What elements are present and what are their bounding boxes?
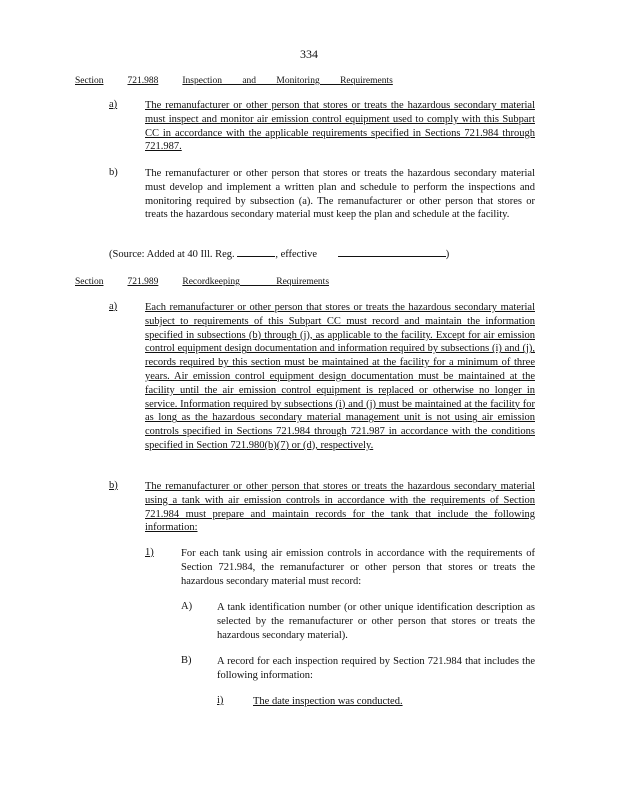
- item-text-a: Each remanufacturer or other person that stores or treats the hazardous secondary material subject to requirements of this Subpart CC must record and maintain the information specified in subsections (b) through (j), as applicable to the facility. Except for air emission control equipment design documentation and information required by subsections (i) and (j), records required by this section must be maintained at the facility for a minimum of three years. Air emission control equipment design documentation must be maintained at the facility until the air emission control equipment is replaced or otherwise no longer in service. Information required by subsections (i) and (j) must be maintained at the facility for as long as the hazardous secondary material management unit is not using air emission controls specified in Sections 721.984 through 721.987 in accordance with the conditions specified in Section 721.980(b)(7) or (d), respectively.: [145, 302, 535, 451]
- section-label: Section: [75, 76, 104, 86]
- section-title: Recordkeeping Requirements: [182, 277, 330, 287]
- page-number: 334: [300, 47, 318, 61]
- subitem-text-i: The date inspection was conducted.: [253, 696, 403, 707]
- item-text-b: The remanufacturer or other person that stores or treats the hazardous secondary material must develop and implement a written plan and schedule to perform the inspections and monitoring required by subsection (a). The remanufacturer or other person that stores or treats the hazardous secondary material must keep the plan and schedule at the facility.: [145, 168, 535, 221]
- subitem-label-1: 1): [145, 547, 154, 558]
- section-number: 721.989: [127, 277, 159, 287]
- item-text-a: The remanufacturer or other person that stores or treats the hazardous secondary material must inspect and monitor air emission control equipment used to comply with this Subpart CC in accordance with the applicable requirements specified in Sections 721.984 through 721.987.: [145, 100, 535, 153]
- item-label-a: a): [109, 301, 118, 312]
- item-label-b: b): [109, 167, 118, 178]
- subitem-label-i: i): [217, 695, 224, 706]
- source-note: [109, 249, 449, 260]
- source-prefix: (Source: Added at 40 Ill. Reg.: [109, 249, 235, 260]
- subitem-text-1: For each tank using air emission controls in accordance with the requirements of Section 721.984, the remanufacturer or other person that stores or treats the hazardous secondary material must record:: [181, 548, 535, 587]
- source-suffix: ): [445, 249, 450, 260]
- item-label-a: a): [109, 99, 118, 110]
- section-number: 721.988: [127, 76, 159, 86]
- subitem-text-A: A tank identification number (or other unique identification description as selected by the remanufacturer or other person that stores or treats the hazardous secondary material).: [217, 602, 535, 641]
- subitem-label-A: A): [181, 601, 193, 612]
- section-title: Inspection and Monitoring Requirements: [182, 76, 393, 86]
- section-heading-721-989: [75, 277, 333, 287]
- section-heading-721-988: [75, 76, 419, 86]
- source-effective: , effective: [275, 249, 318, 260]
- subitem-text-B: A record for each inspection required by Section 721.984 that includes the following information:: [217, 656, 535, 681]
- item-label-b: b): [109, 480, 118, 491]
- subitem-label-B: B): [181, 655, 192, 666]
- section-label: Section: [75, 277, 104, 287]
- item-text-b: The remanufacturer or other person that stores or treats the hazardous secondary material using a tank with air emission controls in accordance with the requirements of Section 721.984 must prepare and maintain records for the tank that include the following information:: [145, 481, 535, 534]
